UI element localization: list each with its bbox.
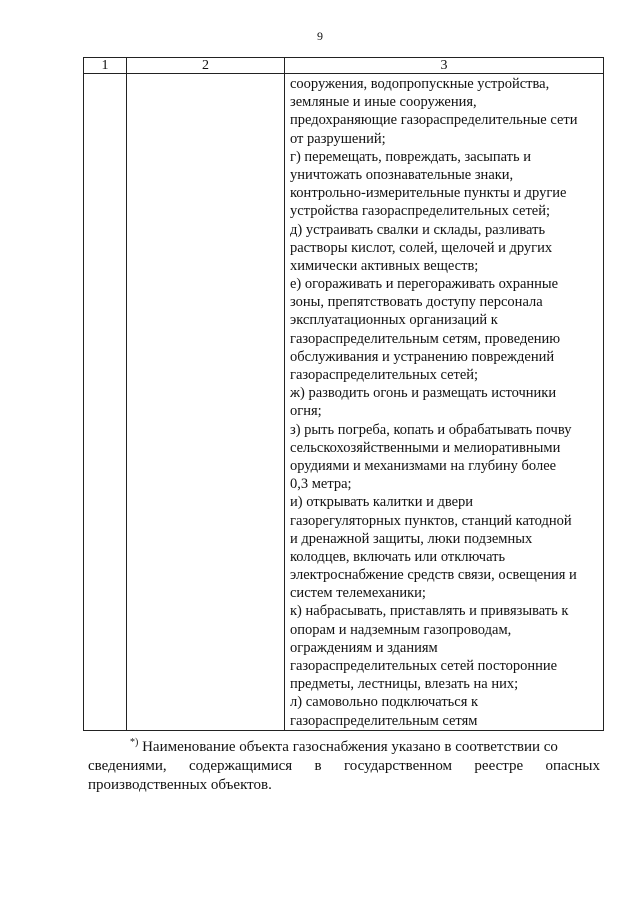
text-line: з) рыть погреба, копать и обрабатывать почву — [290, 421, 572, 438]
footnote-word: реестре — [474, 758, 524, 774]
footnote-word: государственном — [343, 758, 453, 774]
footnote-line-3: производственных объектов. — [88, 777, 272, 793]
footnote-word: сведениями, — [88, 758, 167, 774]
text-line: эксплуатационных организаций к — [290, 312, 498, 329]
footnote-word: опасных — [545, 758, 600, 774]
text-line: устройства газораспределительных сетей; — [290, 203, 551, 220]
text-line: сооружения, водопропускные устройства, — [290, 76, 550, 92]
footnote — [88, 738, 600, 795]
text-line: зоны, препятствовать доступу персонала — [290, 294, 543, 311]
text-line: 0,3 метра; — [290, 476, 352, 493]
text-line: ж) разводить огонь и размещать источники — [290, 385, 557, 402]
text-line: сельскохозяйственными и мелиоративными — [290, 439, 561, 456]
footnote-line-2 — [88, 757, 600, 776]
text-line: предметы, лестницы, влезать на них; — [290, 676, 519, 693]
footnote-word: в — [314, 758, 322, 774]
cell-column-3 — [285, 74, 604, 731]
text-line: от разрушений; — [290, 130, 386, 147]
text-line: газораспределительным сетям, проведению — [290, 330, 561, 347]
footnote-word: содержащимися — [188, 758, 293, 774]
column-header-2: 2 — [127, 58, 285, 74]
text-line: предохраняющие газораспределительные сети — [290, 112, 578, 129]
table-header-row — [84, 58, 604, 74]
text-line: газораспределительных сетей; — [290, 367, 479, 383]
text-line: и) открывать калитки и двери — [290, 494, 474, 511]
footnote-line-1 — [88, 738, 600, 757]
text-line: газораспределительным сетям — [290, 712, 478, 729]
page-number: 9 — [317, 29, 323, 43]
footnote-mark: *) — [130, 737, 139, 748]
text-line: и дренажной защиты, люки подземных — [290, 530, 533, 547]
text-line: растворы кислот, солей, щелочей и других — [290, 239, 553, 256]
text-line: земляные и иные сооружения, — [290, 94, 477, 111]
table-row — [84, 74, 604, 731]
text-line: д) устраивать свалки и склады, разливать — [290, 221, 546, 238]
text-line: л) самовольно подключаться к — [290, 694, 479, 711]
column-header-1: 1 — [84, 58, 127, 74]
cell-column-2 — [127, 74, 285, 731]
text-line: огня; — [290, 403, 322, 420]
text-line: е) огораживать и перегораживать охранные — [290, 276, 559, 293]
text-line: контрольно-измерительные пункты и другие — [290, 185, 567, 202]
text-line: опорам и надземным газопроводам, — [290, 621, 512, 638]
document-table — [83, 57, 604, 731]
text-line: уничтожать опознавательные знаки, — [290, 166, 514, 183]
text-line: электроснабжение средств связи, освещения и — [290, 567, 577, 584]
text-line: колодцев, включать или отключать — [290, 548, 506, 565]
text-line: ограждениям и зданиям — [290, 639, 438, 656]
column-header-3: 3 — [285, 58, 604, 74]
cell-column-1 — [84, 74, 127, 731]
footnote-text-1: Наименование объекта газоснабжения указано в соответствии со — [142, 739, 558, 755]
text-line: г) перемещать, повреждать, засыпать и — [290, 148, 532, 165]
text-line: орудиями и механизмами на глубину более — [290, 457, 557, 474]
text-line: к) набрасывать, приставлять и привязывать к — [290, 603, 569, 620]
text-line: систем телемеханики; — [290, 585, 426, 602]
text-line: газораспределительных сетей посторонние — [290, 658, 558, 674]
text-line: химически активных веществ; — [290, 257, 479, 274]
text-line: газорегуляторных пунктов, станций катодной — [290, 512, 572, 529]
text-line: обслуживания и устранению повреждений — [290, 348, 555, 365]
